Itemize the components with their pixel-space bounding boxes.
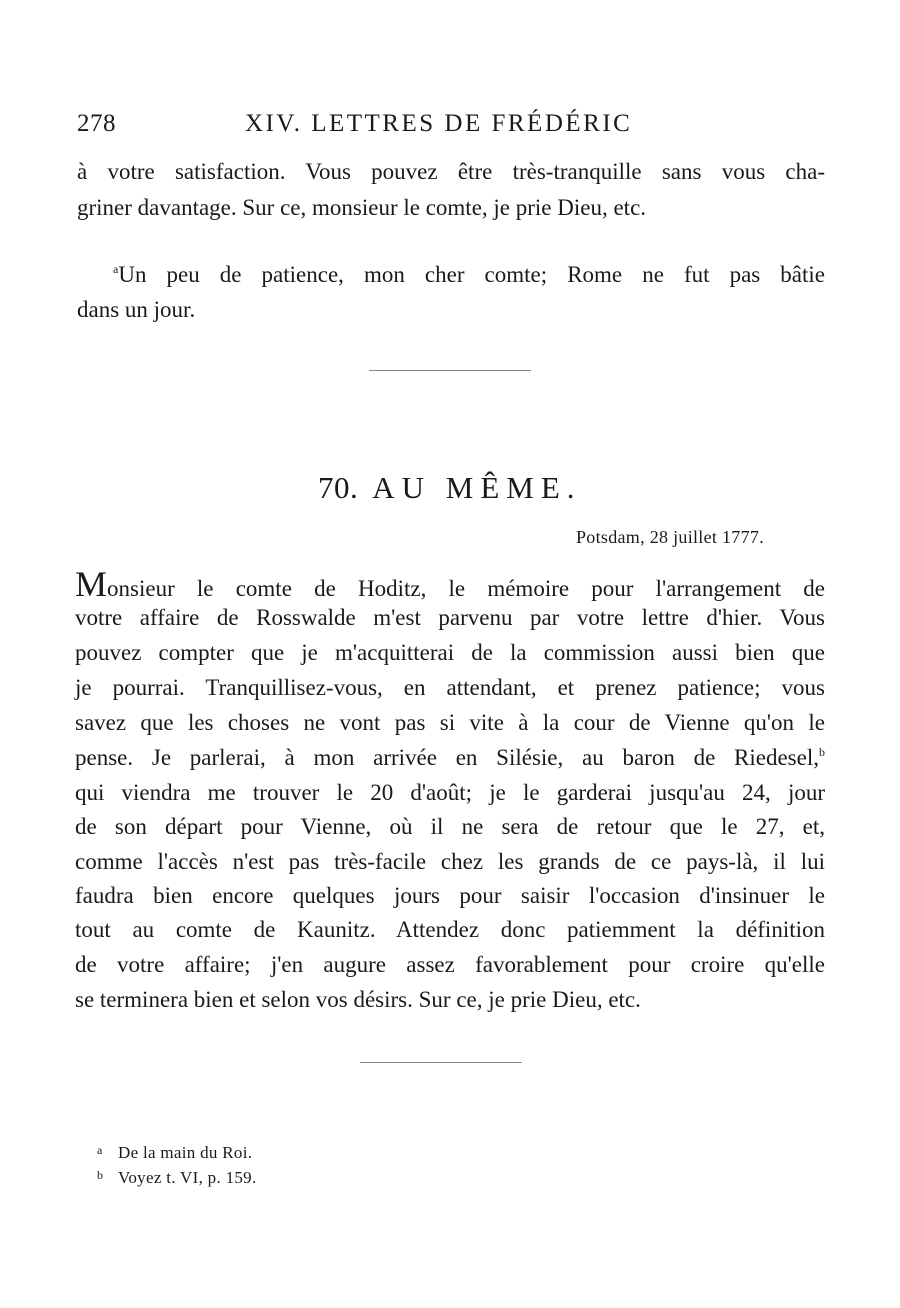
page-number: 278 [77,110,116,137]
letter-title: AU MÊME. [372,470,582,505]
previous-letter-line-2: griner davantage. Sur ce, monsieur le comte, je prie Dieu, etc. [77,195,647,220]
previous-letter-line-1: à votre satisfaction. Vous pouvez être très-tranquille sans vous cha- [77,159,825,184]
letter-line-6 [75,746,825,769]
section-divider [369,370,531,371]
letter-line-2: votre affaire de Rosswalde m'est parvenu par votre lettre d'hier. Vous [75,605,825,630]
footnote-marker-a: a [113,262,119,276]
footnote-a [97,1143,252,1163]
letter-line-10: faudra bien encore quelques jours pour saisir l'occasion d'insinuer le [75,883,825,908]
postscript-line-1 [113,263,825,286]
letter-line-1-text: onsieur le comte de Hoditz, le mémoire pour l'arrangement de [107,576,825,601]
letter-line-13: se terminera bien et selon vos désirs. Sur ce, je prie Dieu, etc. [75,987,641,1012]
dateline: Potsdam, 28 juillet 1777. [576,527,765,547]
drop-cap: M [75,564,108,604]
running-title: XIV. LETTRES DE FRÉDÉRIC [245,110,633,137]
letter-line-8: de son départ pour Vienne, où il ne sera de retour que le 27, et, [75,814,825,839]
letter-line-6-text: pense. Je parlerai, à mon arrivée en Silésie, au baron de Riedesel, [75,745,819,770]
letter-line-11: tout au comte de Kaunitz. Attendez donc patiemment la définition [75,917,825,942]
footnote-a-marker: a [97,1143,103,1157]
footnote-b-text: Voyez t. VI, p. 159. [118,1168,257,1187]
letter-line-5: savez que les choses ne vont pas si vite à la cour de Vienne qu'on le [75,710,825,735]
letter-line-1 [75,564,825,604]
letter-line-3: pouvez compter que je m'acquitterai de la commission aussi bien que [75,640,825,665]
letter-line-7: qui viendra me trouver le 20 d'août; je le garderai jusqu'au 24, jour [75,780,825,805]
letter-line-12: de votre affaire; j'en augure assez favorablement pour croire qu'elle [75,952,825,977]
footnote-b [97,1168,257,1188]
footnote-b-marker: b [97,1168,104,1182]
letter-line-9: comme l'accès n'est pas très-facile chez les grands de ce pays-là, il lui [75,849,825,874]
postscript-line-2: dans un jour. [77,297,196,322]
letter-number: 70. [318,470,359,505]
end-divider [360,1062,522,1063]
footnote-a-text: De la main du Roi. [118,1143,253,1162]
postscript-text: Un peu de patience, mon cher comte; Rome ne fut pas bâtie [118,262,825,287]
letter-heading [318,470,582,506]
footnote-marker-b: b [819,745,825,759]
letter-line-4: je pourrai. Tranquillisez-vous, en attendant, et prenez patience; vous [75,675,825,700]
